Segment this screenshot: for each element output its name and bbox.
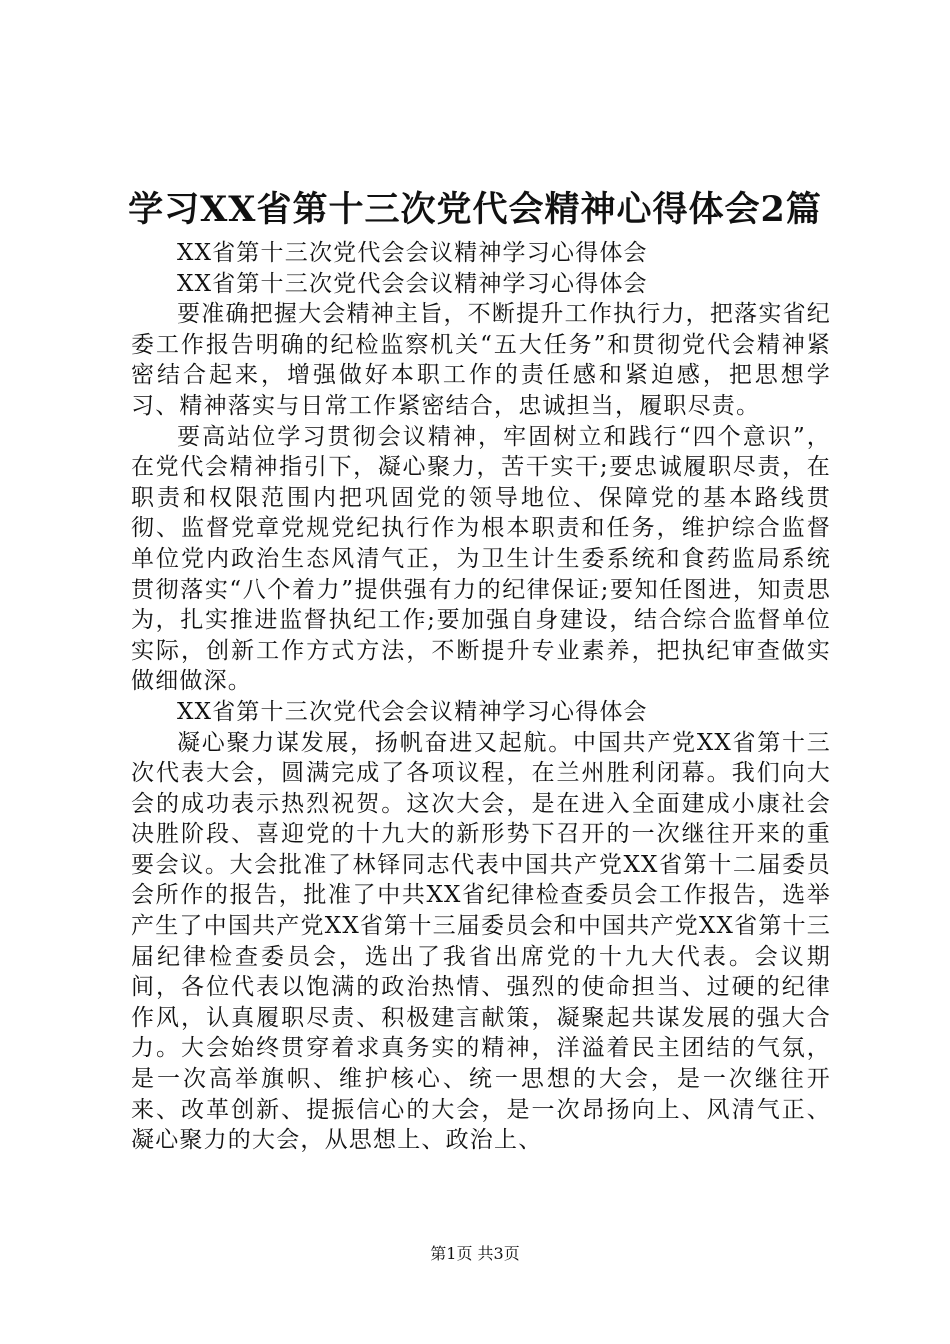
paragraph-3: 凝心聚力谋发展，扬帆奋进又起航。中国共产党XX省第十三次代表大会，圆满完成了各项议程，在兰州胜利闭幕。我们向大会的成功表示热烈祝贺。这次大会，是在进入全面建成小康社会决胜阶段、喜迎党的十九大的新形势下召开的一次继往开来的重要会议。大会批准了林铎同志代表中国共产党XX省第十二届委员会所作的报告，批准了中共XX省纪律检查委员会工作报告，选举产生了中国共产党XX省第十三届委员会和中国共产党XX省第十三届纪律检查委员会，选出了我省出席党的十九大代表。会议期间，各位代表以饱满的政治热情、强烈的使命担当、过硬的纪律作风，认真履职尽责、积极建言献策，凝聚起共谋发展的强大合力。大会始终贯穿着求真务实的精神，洋溢着民主团结的气氛，是一次高举旗帜、维护核心、统一思想的大会，是一次继往开来、改革创新、提振信心的大会，是一次昂扬向上、风清气正、凝心聚力的大会，从思想上、政治上、 bbox=[131, 729, 831, 1154]
section-heading-2: XX省第十三次党代会会议精神学习心得体会 bbox=[177, 270, 648, 297]
section-heading-3: XX省第十三次党代会会议精神学习心得体会 bbox=[177, 698, 648, 725]
page-footer: 第1页 共3页 bbox=[430, 1244, 520, 1263]
paragraph-1: 要准确把握大会精神主旨，不断提升工作执行力，把落实省纪委工作报告明确的纪检监察机关“五大任务”和贯彻党代会精神紧密结合起来，增强做好本职工作的责任感和紧迫感，把思想学习、精神落实与日常工作紧密结合，忠诚担当，履职尽责。 bbox=[131, 301, 831, 419]
document-title: 学习XX省第十三次党代会精神心得体会2篇 bbox=[128, 189, 822, 230]
paragraph-2: 要高站位学习贯彻会议精神，牢固树立和践行“四个意识”，在党代会精神指引下，凝心聚力，苦干实干;要忠诚履职尽责，在职责和权限范围内把巩固党的领导地位、保障党的基本路线贯彻、监督党章党规党纪执行作为根本职责和任务，维护综合监督单位党内政治生态风清气正，为卫生计生委系统和食药监局系统贯彻落实“八个着力”提供强有力的纪律保证;要知任图进，知责思为，扎实推进监督执纪工作;要加强自身建设，结合综合监督单位实际，创新工作方式方法，不断提升专业素养，把执纪审查做实做细做深。 bbox=[131, 423, 831, 695]
document-body bbox=[131, 238, 831, 1156]
section-heading-1: XX省第十三次党代会会议精神学习心得体会 bbox=[177, 240, 648, 266]
